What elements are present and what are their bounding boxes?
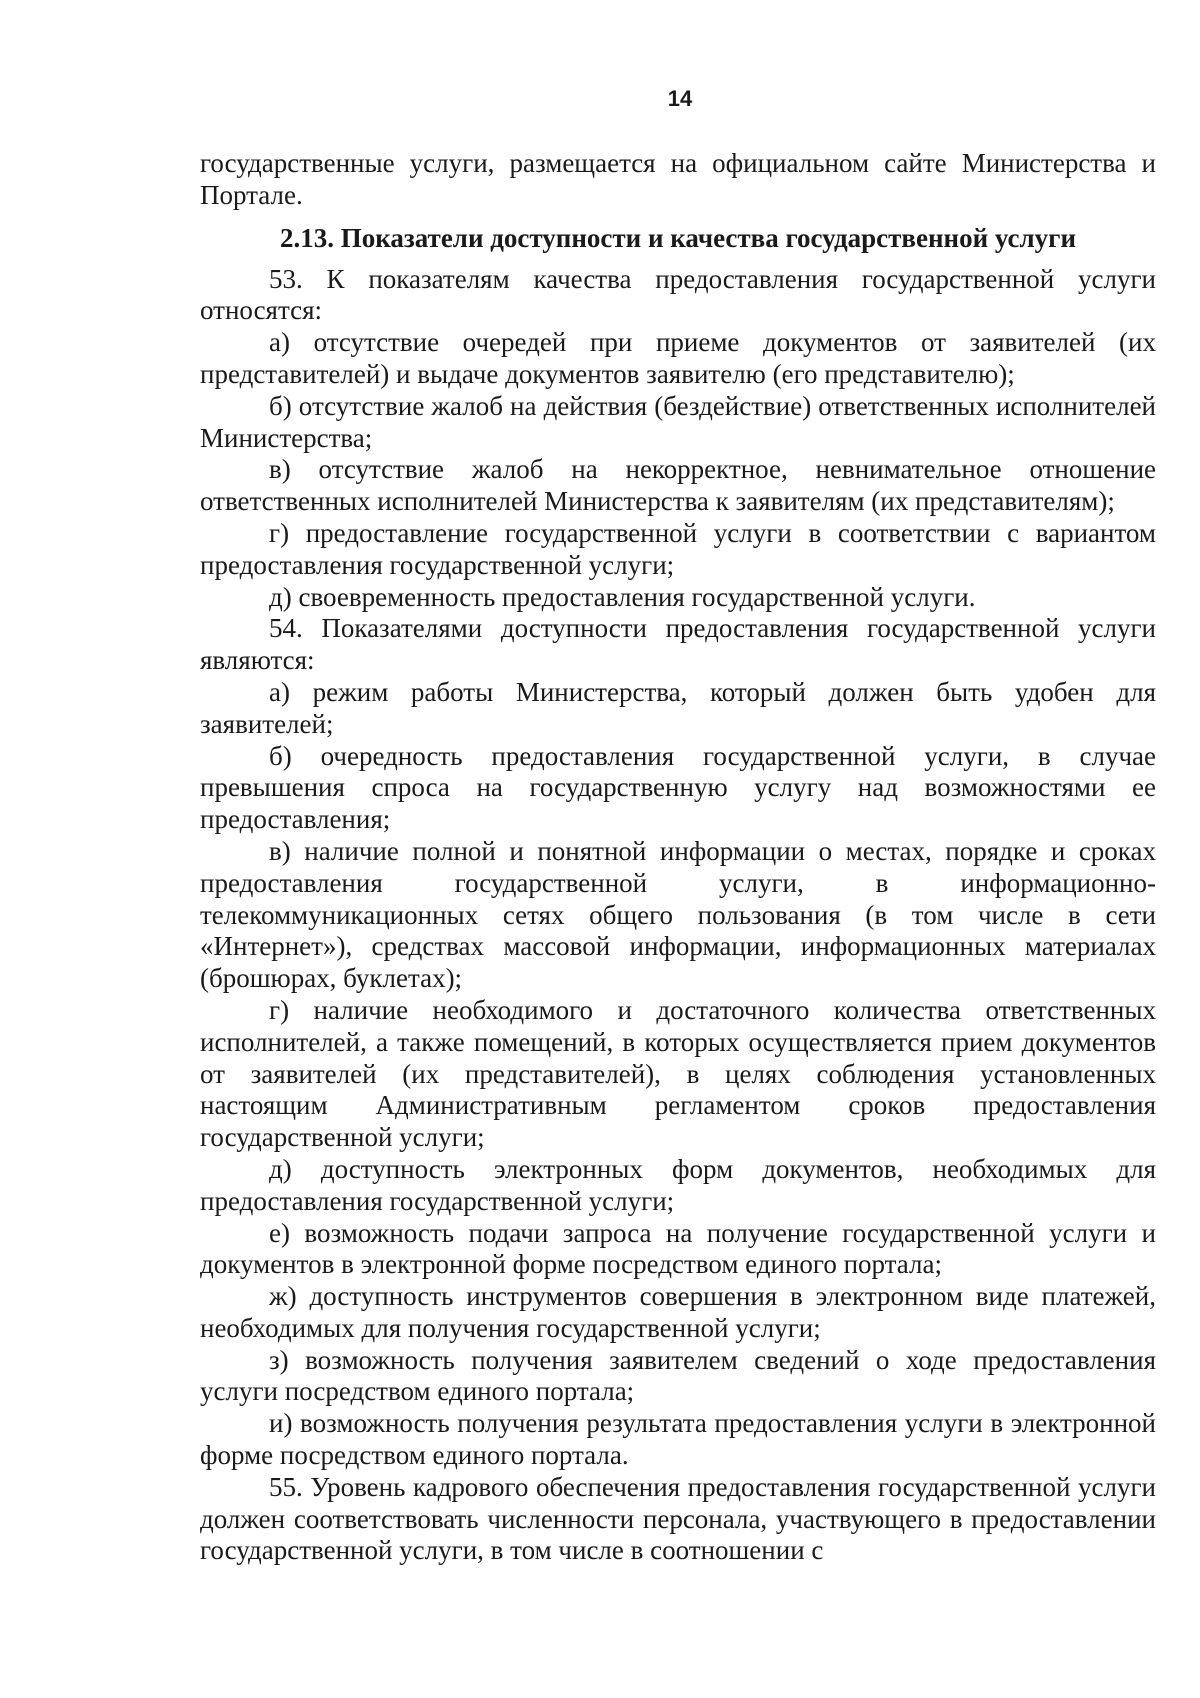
page-number: 14 — [667, 86, 693, 111]
paragraph-53: 53. К показателям качества предоставления государственной услуги относятся: — [200, 263, 1156, 326]
paragraph-54b: б) очередность предоставления государственной услуги, в случае превышения спроса на государственную услугу над возможностями ее предоставления; — [200, 740, 1156, 835]
paragraph-54: 54. Показателями доступности предоставления государственной услуги являются: — [200, 613, 1156, 676]
paragraph-53b: б) отсутствие жалоб на действия (бездействие) ответственных исполнителей Министерства; — [200, 390, 1156, 453]
paragraph-53g: г) предоставление государственной услуги в соответствии с вариантом предоставления государственной услуги; — [200, 517, 1156, 580]
intro-paragraph: государственные услуги, размещается на официальном сайте Министерства и Портале. — [200, 148, 1156, 210]
paragraph-54g: г) наличие необходимого и достаточного количества ответственных исполнителей, а также помещений, в которых осуществляется прием документов от заявителей (их представителей), в целях соблюдения установленных настоящим Административным регламентом сроков предоставления государственной услуги; — [200, 994, 1156, 1153]
paragraph-54z: з) возможность получения заявителем сведений о ходе предоставления услуги посредством единого портала; — [200, 1344, 1156, 1407]
paragraph-54a: а) режим работы Министерства, который должен быть удобен для заявителей; — [200, 676, 1156, 739]
paragraph-53a: а) отсутствие очередей при приеме документов от заявителей (их представителей) и выдаче документов заявителю (его представителю); — [200, 327, 1156, 389]
paragraph-54zh: ж) доступность инструментов совершения в электронном виде платежей, необходимых для получения государственной услуги; — [200, 1281, 1156, 1343]
paragraph-53v: в) отсутствие жалоб на некорректное, невнимательное отношение ответственных исполнителей Министерства к заявителям (их представителям); — [200, 454, 1156, 517]
paragraph-54v: в) наличие полной и понятной информации о местах, порядке и сроках предоставления государственной услуги, в информационно-телекоммуникационных сетях общего пользования (в том числе в сети «Интернет»), средствах массовой информации, информационных материалах (брошюрах, буклетах); — [200, 835, 1156, 994]
paragraph-54i: и) возможность получения результата предоставления услуги в электронной форме посредством единого портала. — [200, 1408, 1156, 1471]
paragraph-54e: е) возможность подачи запроса на получение государственной услуги и документов в электронной форме посредством единого портала; — [200, 1217, 1156, 1280]
paragraph-55: 55. Уровень кадрового обеспечения предоставления государственной услуги должен соответствовать численности персонала, участвующего в предоставлении государственной услуги, в том числе в соотношении с — [200, 1471, 1156, 1566]
paragraph-54d: д) доступность электронных форм документов, необходимых для предоставления государственной услуги; — [200, 1153, 1156, 1216]
section-heading: 2.13. Показатели доступности и качества государственной услуги — [280, 222, 1076, 253]
paragraph-53d: д) своевременность предоставления государственной услуги. — [269, 581, 976, 612]
document-body — [200, 148, 1156, 1567]
